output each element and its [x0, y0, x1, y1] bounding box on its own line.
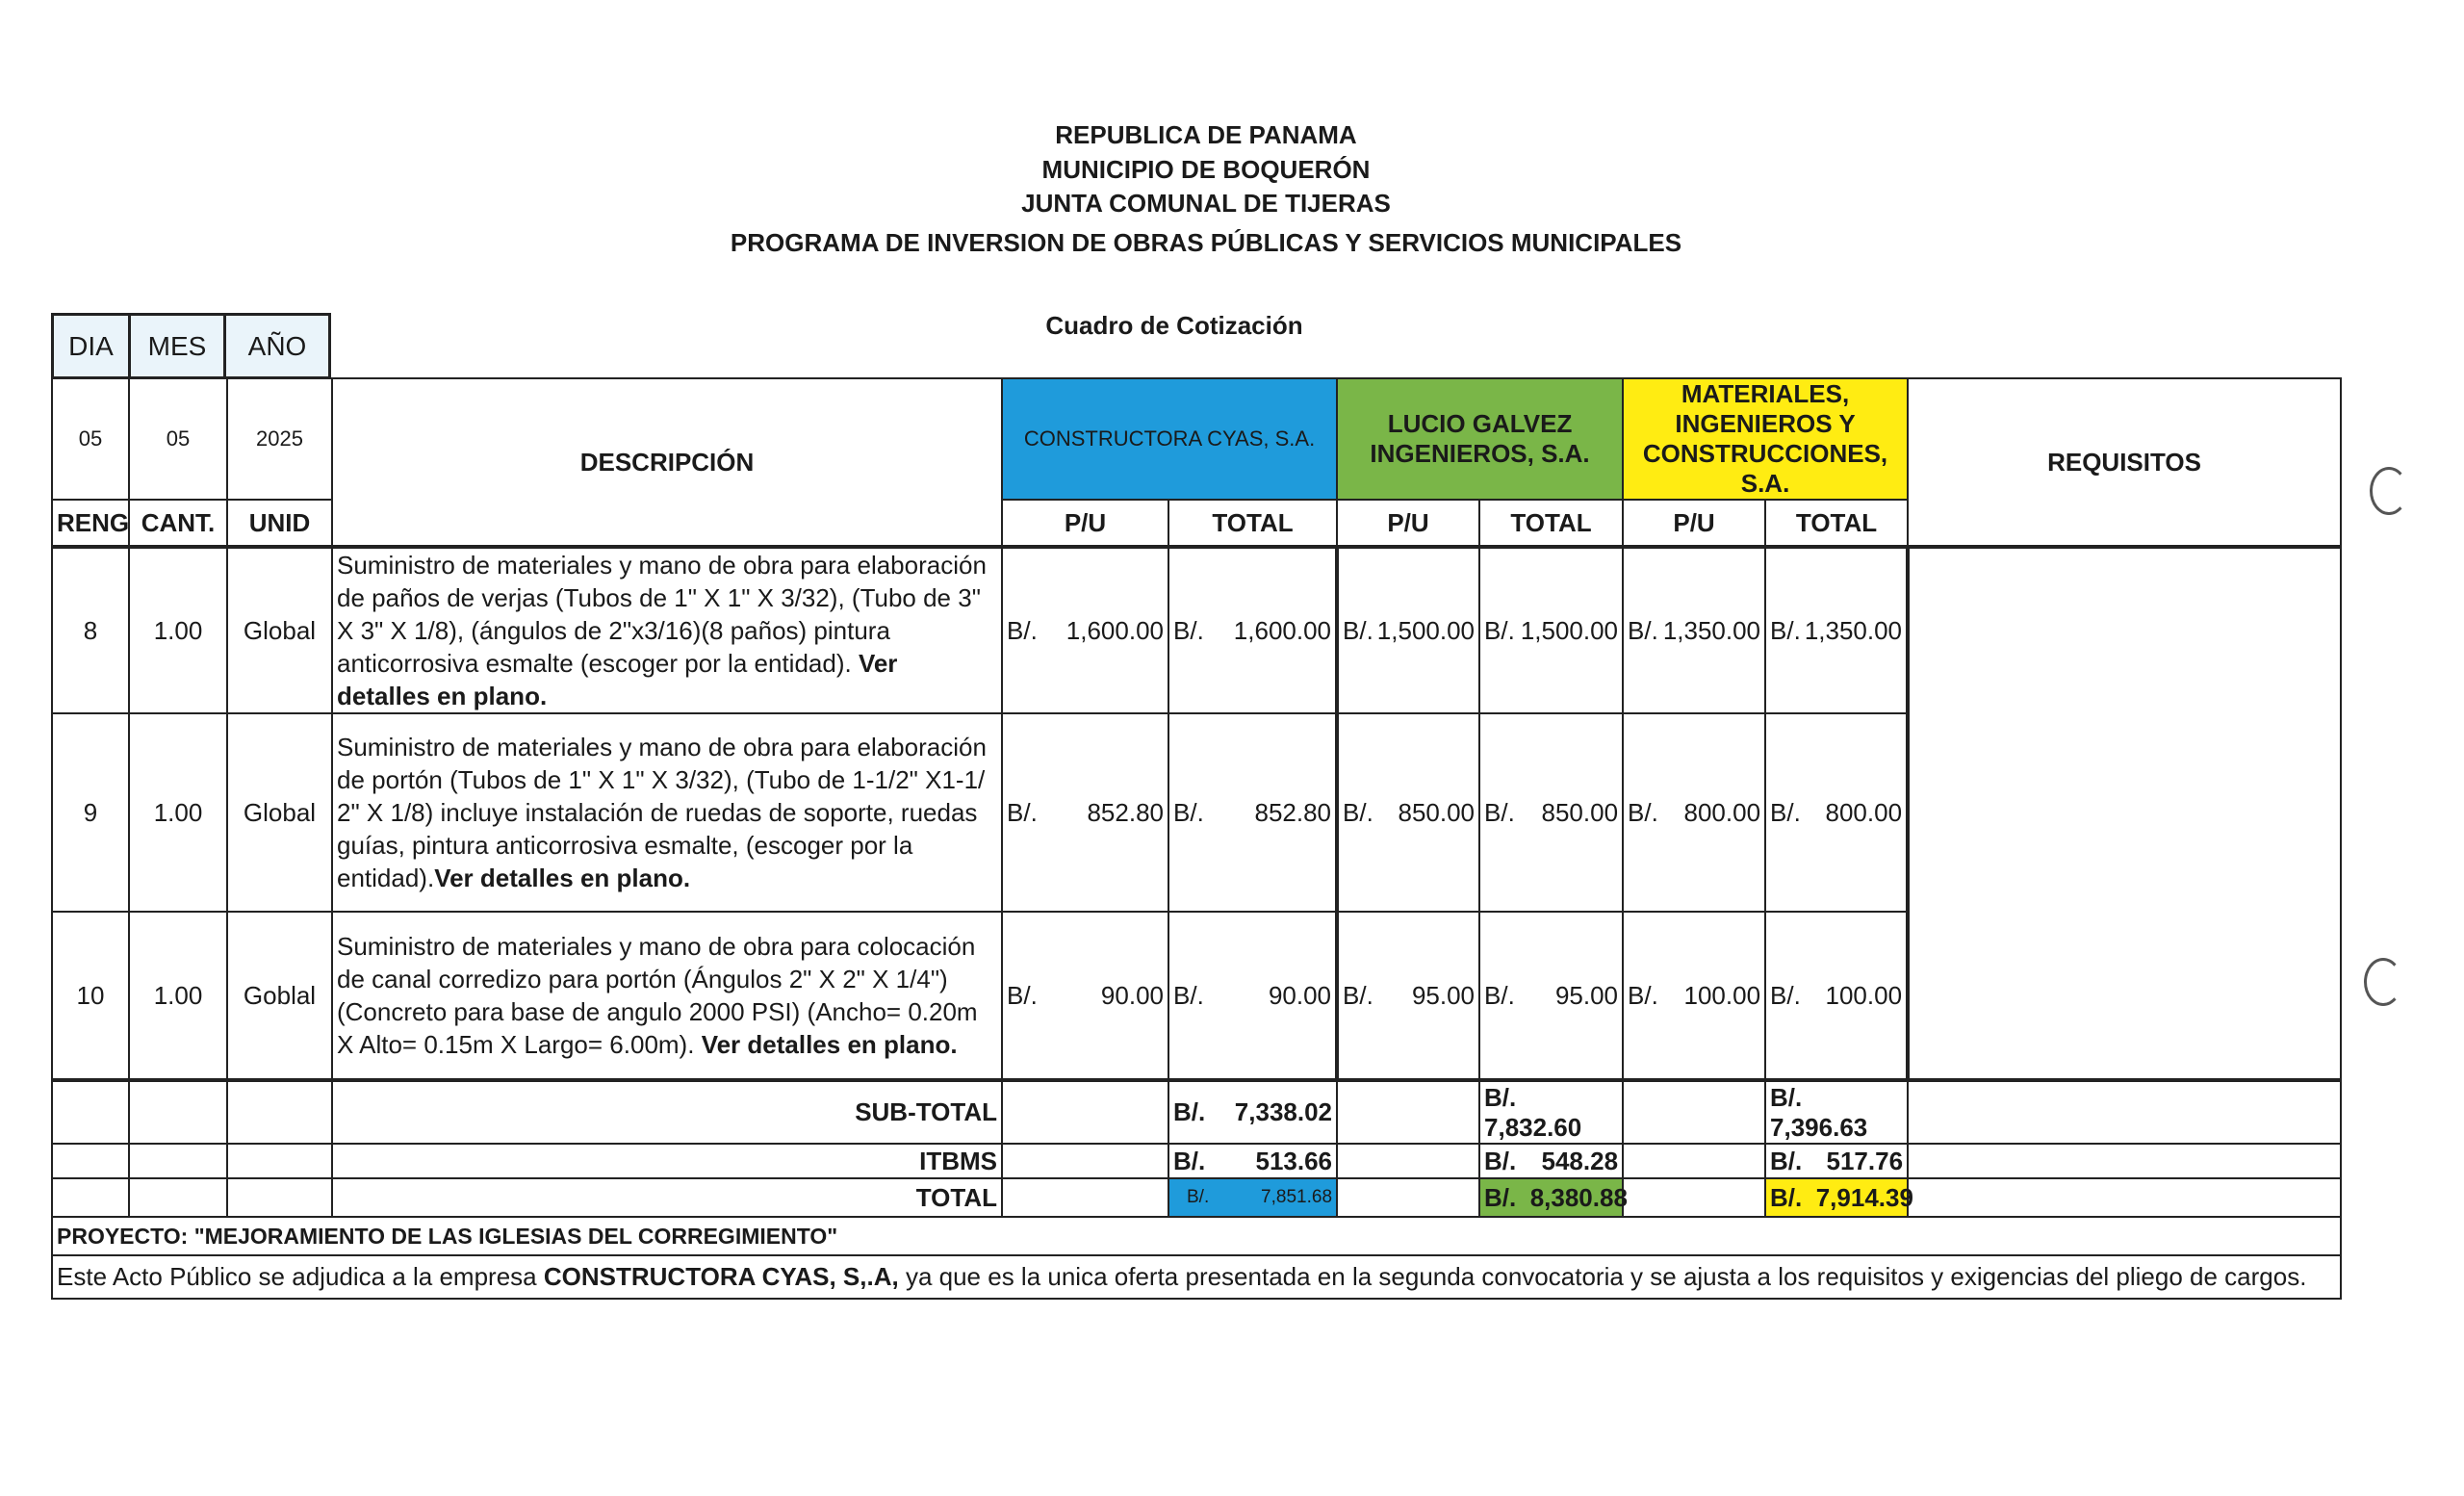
description-text: Suministro de materiales y mano de obra para colocación de canal corredizo para portón (Ángulos 2" X 2" X 1/4") (Concreto para base de angulo 2000 PSI) (Ancho= 0.20m X Alto= 0.15m X Largo= 6.00m). — [337, 932, 978, 1059]
currency: B/. — [1770, 980, 1801, 1010]
empty-cell — [227, 1178, 332, 1217]
empty-cell — [129, 1144, 227, 1178]
description-cell — [332, 912, 1002, 1080]
pu-header-1: P/U — [1002, 500, 1168, 547]
unit-price: 850.00 — [1398, 797, 1476, 827]
mes-label: MES — [130, 315, 225, 378]
plan-reference: Ver detalles en plano. — [434, 864, 691, 892]
reng-cell: 9 — [52, 713, 129, 912]
subtotal-value: 7,338.02 — [1234, 1097, 1333, 1126]
subtotal-value: 7,832.60 — [1484, 1112, 1582, 1142]
anio-label: AÑO — [225, 315, 330, 378]
currency: B/. — [1173, 797, 1204, 827]
subtotal-label: SUB-TOTAL — [332, 1080, 1002, 1144]
currency: B/. — [1007, 980, 1038, 1010]
price-cell — [1002, 713, 1168, 912]
pu-header-2: P/U — [1337, 500, 1479, 547]
currency: B/. — [1484, 615, 1515, 645]
total-row — [52, 1178, 2341, 1217]
currency: B/. — [1770, 615, 1801, 645]
price-cell — [1479, 547, 1623, 713]
empty-cell — [1623, 1178, 1765, 1217]
empty-cell — [1002, 1080, 1168, 1144]
unit-price: 1,500.00 — [1376, 615, 1476, 645]
description-text: Suministro de materiales y mano de obra para elaboración de portón (Tubos de 1" X 1" X 3/32), (Tubo de 1-1/2" X1-1/ 2" X 1/8) incluye instalación de ruedas de soporte, ruedas guías, pintura anticorrosiva esmalte, (escoger por la entidad). — [337, 733, 987, 892]
subtotal-cell — [1168, 1080, 1337, 1144]
line-total: 100.00 — [1825, 980, 1903, 1010]
unid-cell: Goblal — [227, 912, 332, 1080]
header-line-4: PROGRAMA DE INVERSION DE OBRAS PÚBLICAS Y SERVICIOS MUNICIPALES — [730, 228, 1682, 257]
price-cell — [1765, 547, 1908, 713]
header-line-3: JUNTA COMUNAL DE TIJERAS — [1021, 189, 1391, 218]
description-text: Suministro de materiales y mano de obra para elaboración de paños de verjas (Tubos de 1" X 1" X 3/32), (Tubo de 3" X 3" X 1/8), (ángulos de 2"x3/16)(8 paños) pintura anticorrosiva esmalte (escoger por la entidad). — [337, 551, 987, 678]
price-cell — [1002, 912, 1168, 1080]
plan-reference: Ver detalles en plano. — [701, 1030, 958, 1059]
document-title: Cuadro de Cotización — [1045, 311, 1303, 340]
currency: B/. — [1007, 797, 1038, 827]
quotation-table — [51, 377, 2342, 1300]
empty-cell — [1623, 1144, 1765, 1178]
bidder-2-name: LUCIO GALVEZ INGENIEROS, S.A. — [1337, 378, 1623, 500]
unid-header: UNID — [227, 500, 332, 547]
price-cell — [1337, 912, 1479, 1080]
binder-hole-top — [2370, 467, 2408, 515]
empty-cell — [1002, 1178, 1168, 1217]
empty-cell — [227, 1144, 332, 1178]
proyecto-cell: PROYECTO: "MEJORAMIENTO DE LAS IGLESIAS DEL CORREGIMIENTO" — [52, 1217, 2341, 1255]
anio-value: 2025 — [227, 378, 332, 500]
currency: B/. — [1628, 797, 1658, 827]
cant-header: CANT. — [129, 500, 227, 547]
line-total: 800.00 — [1825, 797, 1903, 827]
price-cell — [1765, 713, 1908, 912]
reng-header: RENG — [52, 500, 129, 547]
price-cell — [1623, 912, 1765, 1080]
currency: B/. — [1187, 1187, 1210, 1207]
currency: B/. — [1173, 615, 1204, 645]
description-cell — [332, 547, 1002, 713]
adjudicacion-text: Este Acto Público se adjudica a la empresa — [57, 1262, 544, 1291]
requisitos-header: REQUISITOS — [1908, 378, 2341, 547]
currency: B/. — [1628, 980, 1658, 1010]
empty-cell — [52, 1178, 129, 1217]
unid-cell: Global — [227, 547, 332, 713]
date-header-box — [51, 313, 331, 379]
itbms-value: 517.76 — [1826, 1146, 1904, 1175]
currency: B/. — [1484, 1146, 1517, 1175]
currency: B/. — [1173, 1146, 1206, 1175]
cant-cell: 1.00 — [129, 912, 227, 1080]
total-header-1: TOTAL — [1168, 500, 1337, 547]
empty-cell — [1908, 1178, 2341, 1217]
total-cell-bidder-2 — [1479, 1178, 1628, 1217]
empty-cell — [1337, 1080, 1479, 1144]
subtotal-value: 7,396.63 — [1770, 1112, 1868, 1142]
description-cell — [332, 713, 1002, 912]
currency: B/. — [1007, 615, 1038, 645]
mes-value: 05 — [129, 378, 227, 500]
descripcion-header: DESCRIPCIÓN — [332, 378, 1002, 547]
empty-cell — [1908, 1144, 2341, 1178]
unit-price: 100.00 — [1683, 980, 1761, 1010]
empty-cell — [129, 1178, 227, 1217]
reng-cell: 8 — [52, 547, 129, 713]
line-total: 90.00 — [1268, 980, 1332, 1010]
price-cell — [1168, 547, 1337, 713]
itbms-cell — [1765, 1144, 1908, 1178]
pu-header-3: P/U — [1623, 500, 1765, 547]
header-line-1: REPUBLICA DE PANAMA — [1055, 120, 1357, 149]
empty-cell — [52, 1080, 129, 1144]
currency: B/. — [1484, 1082, 1517, 1112]
unit-price: 852.80 — [1087, 797, 1164, 827]
price-cell — [1623, 547, 1765, 713]
empty-cell — [129, 1080, 227, 1144]
unit-price: 90.00 — [1100, 980, 1164, 1010]
line-total: 1,600.00 — [1233, 615, 1332, 645]
total-value: 7,851.68 — [1261, 1187, 1333, 1207]
itbms-cell — [1168, 1144, 1337, 1178]
total-value: 8,380.88 — [1529, 1182, 1628, 1212]
price-cell — [1337, 547, 1479, 713]
itbms-cell — [1479, 1144, 1623, 1178]
itbms-row — [52, 1144, 2341, 1178]
line-total: 850.00 — [1541, 797, 1619, 827]
itbms-value: 513.66 — [1255, 1146, 1333, 1175]
empty-cell — [1337, 1178, 1479, 1217]
adjudicacion-cell — [52, 1255, 2341, 1299]
currency: B/. — [1770, 797, 1801, 827]
subtotal-cell — [1479, 1080, 1623, 1144]
currency: B/. — [1770, 1082, 1803, 1112]
dia-value: 05 — [52, 378, 129, 500]
adjudicacion-reason: ya que es la unica oferta presentada en la segunda convocatoria y se ajusta a los requisitos y exigencias del pliego de cargos. — [898, 1262, 2307, 1291]
empty-cell — [1623, 1080, 1765, 1144]
adjudicacion-company: CONSTRUCTORA CYAS, S,.A, — [543, 1262, 899, 1291]
currency: B/. — [1770, 1182, 1803, 1212]
itbms-label: ITBMS — [332, 1144, 1002, 1178]
adjudicacion-row — [52, 1255, 2341, 1299]
total-value: 7,914.39 — [1815, 1182, 1913, 1212]
binder-hole-bottom — [2364, 958, 2402, 1006]
subtotal-cell — [1765, 1080, 1908, 1144]
total-header-3: TOTAL — [1765, 500, 1908, 547]
currency: B/. — [1628, 615, 1658, 645]
empty-cell — [1002, 1144, 1168, 1178]
unit-price: 1,350.00 — [1662, 615, 1761, 645]
empty-cell — [52, 1144, 129, 1178]
currency: B/. — [1173, 980, 1204, 1010]
currency: B/. — [1770, 1146, 1803, 1175]
total-label: TOTAL — [332, 1178, 1002, 1217]
unit-price: 95.00 — [1411, 980, 1476, 1010]
price-cell — [1479, 912, 1623, 1080]
unit-price: 800.00 — [1683, 797, 1761, 827]
currency: B/. — [1484, 797, 1515, 827]
line-total: 852.80 — [1254, 797, 1332, 827]
currency: B/. — [1173, 1097, 1206, 1126]
plan-reference: Ver detalles en plano. — [337, 649, 898, 710]
reng-cell: 10 — [52, 912, 129, 1080]
price-cell — [1337, 713, 1479, 912]
price-cell — [1765, 912, 1908, 1080]
price-cell — [1479, 713, 1623, 912]
table-row — [52, 547, 2341, 713]
requisitos-cell — [1908, 547, 2341, 1080]
price-cell — [1002, 547, 1168, 713]
line-total: 1,500.00 — [1520, 615, 1619, 645]
cant-cell: 1.00 — [129, 547, 227, 713]
price-cell — [1168, 912, 1337, 1080]
empty-cell — [1337, 1144, 1479, 1178]
total-cell-bidder-1 — [1168, 1178, 1337, 1217]
currency: B/. — [1343, 615, 1373, 645]
currency: B/. — [1343, 797, 1373, 827]
currency: B/. — [1343, 980, 1373, 1010]
currency: B/. — [1484, 980, 1515, 1010]
bidder-3-name: MATERIALES, INGENIEROS Y CONSTRUCCIONES, S.A. — [1623, 378, 1908, 500]
cant-cell: 1.00 — [129, 713, 227, 912]
unid-cell: Global — [227, 713, 332, 912]
unit-price: 1,600.00 — [1065, 615, 1164, 645]
bidder-1-name: CONSTRUCTORA CYAS, S.A. — [1002, 378, 1337, 500]
empty-cell — [1908, 1080, 2341, 1144]
dia-label: DIA — [53, 315, 130, 378]
line-total: 1,350.00 — [1804, 615, 1903, 645]
subtotal-row — [52, 1080, 2341, 1144]
header-line-2: MUNICIPIO DE BOQUERÓN — [1041, 155, 1371, 184]
price-cell — [1168, 713, 1337, 912]
line-total: 95.00 — [1554, 980, 1619, 1010]
currency: B/. — [1484, 1182, 1517, 1212]
total-header-2: TOTAL — [1479, 500, 1623, 547]
total-cell-bidder-3 — [1765, 1178, 1913, 1217]
price-cell — [1623, 713, 1765, 912]
proyecto-row — [52, 1217, 2341, 1255]
empty-cell — [227, 1080, 332, 1144]
itbms-value: 548.28 — [1541, 1146, 1619, 1175]
